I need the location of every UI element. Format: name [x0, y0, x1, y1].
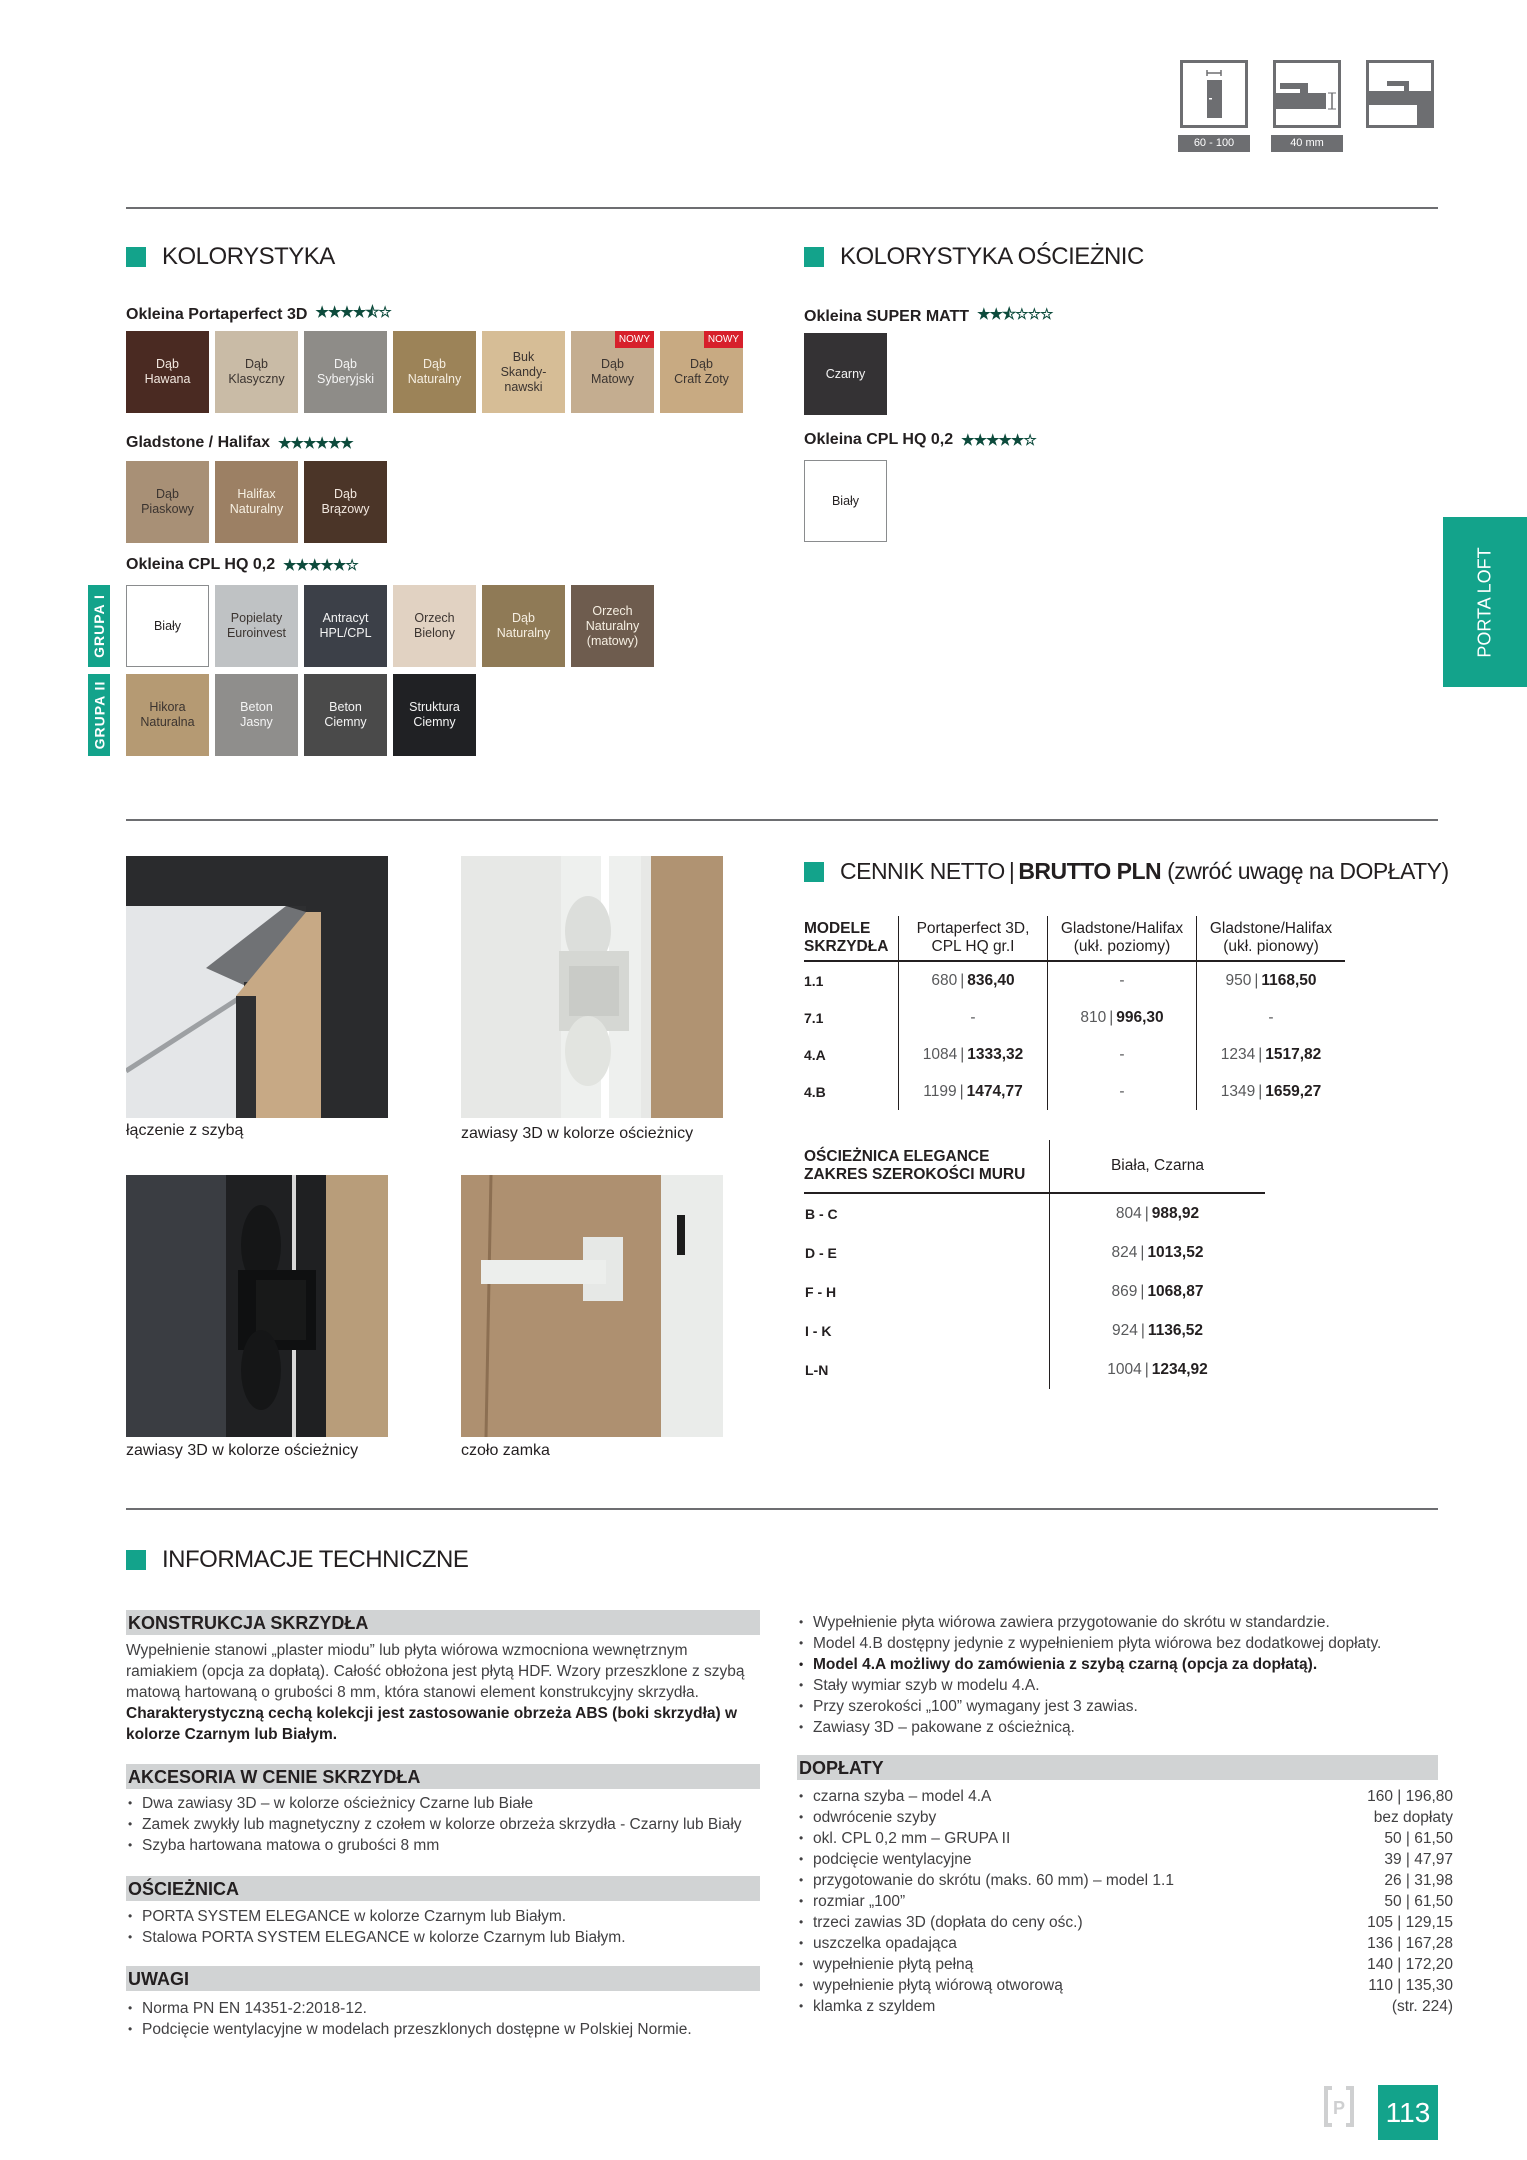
photo-caption: czoło zamka: [461, 1442, 550, 1459]
cpl-grupa-ii-swatches: [126, 674, 476, 756]
color-swatch: [571, 331, 654, 413]
table-row: [804, 1272, 1265, 1311]
new-badge: NOWY: [704, 331, 743, 348]
column-header: Biała, Czarna: [1050, 1140, 1266, 1193]
list-item: • Stalowa PORTA SYSTEM ELEGANCE w kolorze Czarnym lub Białym.: [126, 1927, 626, 1948]
surcharge-label: • rozmiar „100”: [813, 1893, 906, 1910]
price-cell: 1004 | 1234,92: [1050, 1350, 1266, 1389]
no-price: -: [1119, 1045, 1125, 1063]
color-swatch: [482, 331, 565, 413]
surcharge-price: 140 | 172,20: [1367, 1956, 1453, 1973]
gladstone-heading: Gladstone / Halifax ★★★★★★: [126, 434, 353, 452]
model-cell: 1.1: [804, 972, 824, 989]
range-cell: I - K: [805, 1322, 832, 1339]
rating-stars-icon: ★★★★★☆: [283, 557, 358, 574]
surcharge-price: 39 | 47,97: [1384, 1851, 1453, 1868]
range-cell: B - C: [805, 1205, 838, 1222]
cennik-title: CENNIK NETTO | BRUTTO PLN (zwróć uwagę na DOPŁATY): [804, 858, 1449, 885]
no-price: -: [970, 1008, 976, 1026]
swatch-label: Dąb Brązowy: [321, 487, 370, 516]
gross-price: 1068,87: [1147, 1282, 1204, 1300]
photo-caption: zawiasy 3D w kolorze ościeżnicy: [126, 1442, 359, 1459]
door-thickness-icon: [1273, 60, 1341, 128]
swatch-label: Dąb Klasyczny: [228, 357, 285, 386]
kolorystyka-oscieznic-title: KOLORYSTYKA OŚCIEŻNIC: [804, 243, 1144, 271]
surcharge-label: • wypełnienie płytą wiórową otworową: [813, 1977, 1063, 1994]
color-swatch: [393, 585, 476, 667]
net-price: 1349: [1220, 1082, 1256, 1100]
surcharge-item: [797, 1975, 1453, 1996]
table-row: [804, 999, 1345, 1036]
svg-text:P: P: [1332, 2098, 1346, 2118]
list-item: • Norma PN EN 14351-2:2018-12.: [126, 1998, 692, 2019]
list-item: • PORTA SYSTEM ELEGANCE w kolorze Czarnym lub Białym.: [126, 1906, 626, 1927]
info-title: INFORMACJE TECHNICZNE: [126, 1546, 468, 1574]
cpl-heading: Okleina CPL HQ 0,2 ★★★★★☆: [126, 556, 358, 574]
photo-caption: zawiasy 3D w kolorze ościeżnicy: [461, 1125, 694, 1142]
surcharge-label: • klamka z szyldem: [813, 1998, 936, 2015]
list-item: • Szyba hartowana matowa o grubości 8 mm: [126, 1835, 742, 1856]
konstrukcja-text: Wypełnienie stanowi „plaster miodu” lub płyta wiórowa wzmocniona wewnętrznym ramiakiem (opcja za dopłatą). Całość obłożona jest płytą HDF. Wzory przeszklone z szybą matową hartowaną o grubości 8 mm, która stanowi element konstrukcyjny skrzydła. Charakterystyczną cechą kolekcji jest zastosowanie obrzeża ABS (boki skrzydła) w kolorze Czarnym lub Białym.: [126, 1642, 745, 1743]
swatch-label: Dąb Hawana: [144, 357, 191, 386]
list-item: • Wypełnienie płyta wiórowa zawiera przygotowanie do skrótu w standardzie.: [797, 1612, 1381, 1633]
net-price: 1234: [1220, 1045, 1256, 1063]
price-cell: 1349 | 1659,27: [1197, 1073, 1346, 1110]
surcharge-price: 50 | 61,50: [1384, 1830, 1453, 1847]
table-row: [804, 1311, 1265, 1350]
list-item: • Dwa zawiasy 3D – w kolorze ościeżnicy Czarne lub Białe: [126, 1793, 742, 1814]
color-swatch: [804, 460, 887, 542]
surcharge-price: 105 | 129,15: [1367, 1914, 1453, 1931]
surcharge-label: • wypełnienie płytą pełną: [813, 1956, 974, 1973]
net-price: 804: [1115, 1204, 1142, 1222]
price-cell: 810 | 996,30: [1048, 999, 1197, 1036]
doplaty-list: [797, 1786, 1453, 2017]
list-item: • Podcięcie wentylacyjne w modelach przeszklonych dostępne w Polskiej Normie.: [126, 2019, 692, 2040]
range-cell: L-N: [805, 1361, 829, 1378]
surcharge-price: 110 | 135,30: [1368, 1977, 1453, 1994]
color-swatch: [126, 461, 209, 543]
grupa-ii-label: GRUPA II: [88, 674, 110, 756]
net-price: 1199: [923, 1082, 957, 1100]
uwagi-heading: UWAGI: [126, 1966, 760, 1991]
swatch-label: Dąb Piaskowy: [141, 487, 194, 516]
portaperfect-swatches: [126, 331, 743, 413]
door-width-icon: [1180, 60, 1248, 128]
surcharge-price: 160 | 196,80: [1367, 1788, 1453, 1805]
portaperfect-heading: Okleina Portaperfect 3D ★★★★⯪☆: [126, 302, 391, 327]
surcharge-label: • uszczelka opadająca: [813, 1935, 957, 1952]
surcharge-item: [797, 1891, 1453, 1912]
swatch-label: Buk Skandy- nawski: [500, 349, 547, 394]
divider: [126, 1508, 1438, 1510]
surcharge-price: 50 | 61,50: [1384, 1893, 1453, 1910]
surcharge-item: [797, 1870, 1453, 1891]
gross-price: 1013,52: [1147, 1243, 1204, 1261]
surcharge-price: bez dopłaty: [1373, 1809, 1453, 1826]
color-swatch: [482, 585, 565, 667]
gross-price: 996,30: [1116, 1008, 1164, 1026]
rating-stars-icon: ★★★★★★: [278, 435, 353, 452]
swatch-label: Dąb Syberyjski: [317, 357, 374, 386]
surcharge-item: [797, 1933, 1453, 1954]
list-item: • Stały wymiar szyb w modelu 4.A.: [797, 1675, 1381, 1696]
no-price: -: [1268, 1008, 1274, 1026]
surcharge-item: [797, 1786, 1453, 1807]
swatch-label: Beton Ciemny: [324, 700, 367, 729]
net-price: 680: [931, 971, 958, 989]
gross-price: 988,92: [1151, 1204, 1200, 1222]
color-swatch: [393, 674, 476, 756]
gross-price: 1659,27: [1265, 1082, 1322, 1100]
price-cell: [1048, 1036, 1197, 1073]
color-swatch: [804, 333, 887, 415]
range-cell: D - E: [805, 1244, 837, 1261]
rating-stars-icon: ★★★★★☆: [961, 432, 1036, 449]
surcharge-item: [797, 1912, 1453, 1933]
rating-stars-icon: ★★★★⯪☆: [315, 304, 391, 321]
surcharge-item: [797, 1849, 1453, 1870]
table-row: [804, 1193, 1265, 1233]
list-item: • Zamek zwykły lub magnetyczny z czołem w kolorze obrzeża skrzydła - Czarny lub Biały: [126, 1814, 742, 1835]
list-item: • Przy szerokości „100” wymagany jest 3 zawias.: [797, 1696, 1381, 1717]
kolorystyka-title: KOLORYSTYKA: [126, 243, 335, 271]
gross-price: 1234,92: [1151, 1360, 1208, 1378]
color-swatch: [304, 331, 387, 413]
price-cell: 924 | 1136,52: [1050, 1311, 1266, 1350]
swatch-label: Antracyt HPL/CPL: [319, 611, 372, 640]
gross-price: 1517,82: [1265, 1045, 1322, 1063]
price-cell: [1048, 1073, 1197, 1110]
color-swatch: [215, 674, 298, 756]
new-badge: NOWY: [615, 331, 654, 348]
table-row: [804, 1036, 1345, 1073]
surcharge-item: [797, 1828, 1453, 1849]
notes-list: [797, 1612, 1381, 1738]
color-swatch: [660, 331, 743, 413]
frame-cpl-heading: Okleina CPL HQ 0,2 ★★★★★☆: [804, 431, 1036, 449]
oscieznica-list: [126, 1906, 626, 1948]
model-cell: 4.B: [804, 1083, 826, 1100]
table-row: [804, 1233, 1265, 1272]
white-hinge-photo: [461, 856, 723, 1118]
door-thickness-label: 40 mm: [1271, 135, 1343, 152]
surcharge-label: • okl. CPL 0,2 mm – GRUPA II: [813, 1830, 1011, 1847]
grupa-i-label: GRUPA I: [88, 585, 110, 667]
gross-price: 1136,52: [1147, 1321, 1204, 1339]
price-cell: 950 | 1168,50: [1197, 961, 1346, 999]
porta-loft-tab: PORTA LOFT: [1443, 517, 1527, 687]
frame-cpl-swatches: [804, 460, 887, 542]
surcharge-label: • odwrócenie szyby: [813, 1809, 937, 1826]
net-price: 950: [1225, 971, 1252, 989]
model-cell: 4.A: [804, 1046, 826, 1063]
surcharge-price: 26 | 31,98: [1384, 1872, 1453, 1889]
range-cell: F - H: [805, 1283, 837, 1300]
color-swatch: [126, 674, 209, 756]
list-item: • Model 4.A możliwy do zamówienia z szybą czarną (opcja za dopłatą).: [797, 1654, 1381, 1675]
photo-caption: łączenie z szybą: [126, 1122, 244, 1139]
swatch-label: Czarny: [825, 366, 866, 381]
gross-price: 1474,77: [966, 1082, 1023, 1100]
surcharge-label: • czarna szyba – model 4.A: [813, 1788, 992, 1805]
gross-price: 836,40: [967, 971, 1015, 989]
color-swatch: [215, 331, 298, 413]
konstrukcja-heading: KONSTRUKCJA SKRZYDŁA: [126, 1610, 760, 1635]
price-table: [804, 916, 1345, 1110]
surcharge-item: [797, 1996, 1453, 2017]
black-hinge-photo: [126, 1175, 388, 1437]
column-header: Gladstone/Halifax (ukł. pionowy): [1197, 916, 1346, 961]
swatch-label: Biały: [831, 493, 860, 508]
gross-price: 1168,50: [1261, 971, 1317, 989]
table-row: [804, 1350, 1265, 1389]
price-cell: 1084 | 1333,32: [899, 1036, 1048, 1073]
gladstone-swatches: [126, 461, 387, 543]
price-cell: 680 | 836,40: [899, 961, 1048, 999]
section-marker-icon: [804, 862, 824, 882]
price-cell: 804 | 988,92: [1050, 1193, 1266, 1233]
color-swatch: [215, 585, 298, 667]
gross-price: 1333,32: [967, 1045, 1024, 1063]
akcesoria-heading: AKCESORIA W CENIE SKRZYDŁA: [126, 1764, 760, 1789]
column-header: Gladstone/Halifax (ukł. poziomy): [1048, 916, 1197, 961]
price-cell: [899, 999, 1048, 1036]
net-price: 810: [1080, 1008, 1107, 1026]
net-price: 924: [1111, 1321, 1138, 1339]
list-item: • Model 4.B dostępny jedynie z wypełnieniem płyta wiórowa bez dodatkowej dopłaty.: [797, 1633, 1381, 1654]
color-swatch: [215, 461, 298, 543]
color-swatch: [126, 331, 209, 413]
lock-faceplate-photo: [461, 1175, 723, 1437]
list-item: • Zawiasy 3D – pakowane z ościeżnicą.: [797, 1717, 1381, 1738]
net-price: 1084: [922, 1045, 958, 1063]
surcharge-label: • trzeci zawias 3D (dopłata do ceny ośc.): [813, 1914, 1083, 1931]
swatch-label: Dąb Craft Zoty: [674, 357, 729, 386]
color-swatch: [393, 331, 476, 413]
swatch-label: Beton Jasny: [240, 700, 273, 729]
swatch-label: Struktura Ciemny: [409, 700, 460, 729]
swatch-label: Dąb Matowy: [590, 357, 635, 386]
net-price: 1004: [1107, 1360, 1142, 1378]
swatch-label: Orzech Naturalny (matowy): [585, 603, 640, 648]
color-swatch: [304, 461, 387, 543]
swatch-label: Halifax Naturalny: [229, 487, 284, 516]
glass-joint-photo: [126, 856, 388, 1118]
door-width-label: 60 - 100: [1178, 135, 1250, 152]
no-price: -: [1119, 971, 1125, 989]
color-swatch: [304, 585, 387, 667]
price-cell: [1197, 999, 1346, 1036]
swatch-label: Orzech Bielony: [414, 611, 455, 640]
section-marker-icon: [126, 247, 146, 267]
page-number: 113: [1378, 2085, 1438, 2140]
frame-profile-icon: [1366, 60, 1434, 128]
column-header: Portaperfect 3D, CPL HQ gr.I: [899, 916, 1048, 961]
price-cell: 824 | 1013,52: [1050, 1233, 1266, 1272]
divider: [126, 207, 1438, 209]
price-cell: 1234 | 1517,82: [1197, 1036, 1346, 1073]
frame-price-table: [804, 1140, 1265, 1389]
akcesoria-list: [126, 1793, 742, 1856]
doplaty-heading: DOPŁATY: [797, 1755, 1438, 1780]
surcharge-label: • przygotowanie do skrótu (maks. 60 mm) – model 1.1: [813, 1872, 1174, 1889]
cpl-grupa-i-swatches: [126, 585, 654, 667]
price-cell: 869 | 1068,87: [1050, 1272, 1266, 1311]
model-cell: 7.1: [804, 1009, 824, 1026]
rating-stars-icon: ★★⯪☆☆☆: [977, 306, 1053, 323]
surcharge-label: • podcięcie wentylacyjne: [813, 1851, 972, 1868]
section-marker-icon: [126, 1550, 146, 1570]
surcharge-item: [797, 1807, 1453, 1828]
swatch-label: Popielaty Euroinvest: [226, 611, 287, 640]
super-matt-swatches: [804, 333, 887, 415]
no-price: -: [1119, 1082, 1125, 1100]
column-header: OŚCIEŻNICA ELEGANCE ZAKRES SZEROKOŚCI MURU: [804, 1148, 1026, 1183]
swatch-label: Dąb Naturalny: [496, 611, 551, 640]
divider: [126, 819, 1438, 821]
table-row: [804, 1073, 1345, 1110]
color-swatch: [304, 674, 387, 756]
color-swatch: [126, 585, 209, 667]
net-price: 824: [1111, 1243, 1138, 1261]
table-row: [804, 961, 1345, 999]
swatch-label: Biały: [153, 618, 182, 633]
price-cell: [1048, 961, 1197, 999]
net-price: 869: [1111, 1282, 1138, 1300]
oscieznica-heading: OŚCIEŻNICA: [126, 1876, 760, 1901]
section-marker-icon: [804, 247, 824, 267]
surcharge-price: 136 | 167,28: [1367, 1935, 1453, 1952]
surcharge-price: (str. 224): [1391, 1998, 1453, 2015]
uwagi-list: [126, 1998, 692, 2040]
porta-logo-icon: [1322, 2084, 1356, 2129]
surcharge-item: [797, 1954, 1453, 1975]
swatch-label: Dąb Naturalny: [407, 357, 462, 386]
column-header: MODELE SKRZYDŁA: [804, 920, 889, 955]
price-cell: 1199 | 1474,77: [899, 1073, 1048, 1110]
super-matt-heading: Okleina SUPER MATT ★★⯪☆☆☆: [804, 304, 1053, 329]
swatch-label: Hikora Naturalna: [140, 700, 195, 729]
color-swatch: [571, 585, 654, 667]
